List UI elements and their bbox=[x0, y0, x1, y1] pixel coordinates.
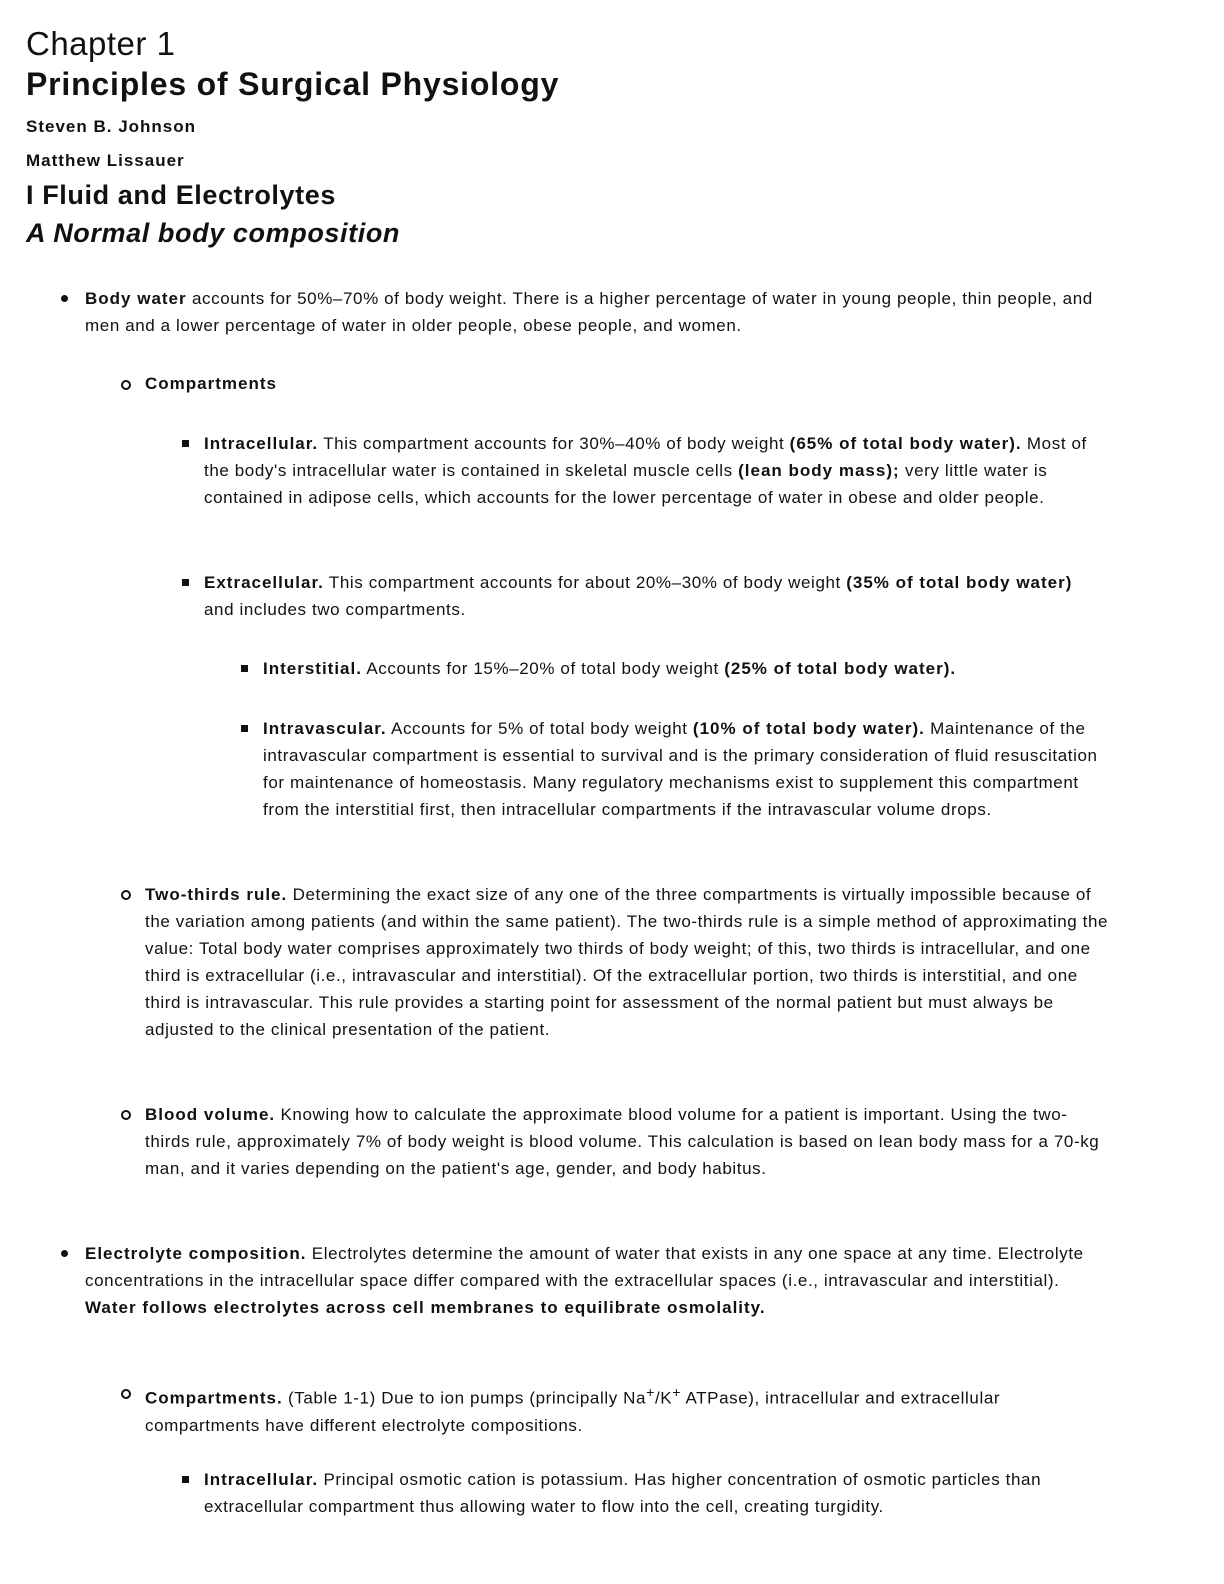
emphasis: (35% of total body water) bbox=[846, 573, 1073, 592]
bullet-disc-icon bbox=[61, 1250, 68, 1257]
item-text: This compartment accounts for 30%–40% of body weight bbox=[318, 434, 790, 453]
item-text: Accounts for 15%–20% of total body weight bbox=[361, 659, 725, 678]
document-page bbox=[26, 24, 1206, 250]
bullet-square-icon bbox=[182, 440, 189, 447]
bullet-circle-icon bbox=[121, 1110, 131, 1120]
item-text: Principal osmotic cation is potassium. Has higher concentration of osmotic particles than extracellular compartment thus allowing water to flow into the cell, creating turgidity. bbox=[204, 1470, 1042, 1516]
item-text: and includes two compartments. bbox=[204, 600, 466, 619]
item-text: Most of the body's intracellular water is contained in skeletal muscle cells bbox=[204, 434, 1087, 480]
term-label: Intravascular. bbox=[263, 719, 387, 738]
bullet-circle-icon bbox=[121, 1389, 131, 1399]
bullet-square-icon bbox=[241, 725, 248, 732]
term-label: Intracellular. bbox=[204, 1470, 319, 1489]
item-text: (Table 1-1) Due to ion pumps (principally Na bbox=[282, 1388, 647, 1408]
emphasis: (lean body mass); bbox=[738, 461, 900, 480]
list-item-body-water bbox=[85, 285, 1105, 339]
list-item-compartments-electrolytes bbox=[145, 1380, 1065, 1439]
bullet-circle-icon bbox=[121, 890, 131, 900]
superscript: + bbox=[646, 1385, 655, 1401]
term-label: Compartments bbox=[145, 374, 277, 393]
chapter-title: Principles of Surgical Physiology bbox=[26, 66, 560, 102]
list-item-electrolyte-composition bbox=[85, 1240, 1110, 1321]
item-text: Determining the exact size of any one of the three compartments is virtually impossible because of the variation among patients (and within the same patient). The two-thirds rule is a simple method of approximating the value: Total body water comprises approximately two thirds of body weight; of this, two thirds is intracellular, and one third is extracellular (i.e., intravascular and interstitial). Of the extracellular portion, two thirds is interstitial, and one third is intravascular. This rule provides a starting point for assessment of the normal patient but must always be adjusted to the clinical presentation of the patient. bbox=[145, 885, 1109, 1039]
section-heading: I Fluid and Electrolytes bbox=[26, 180, 336, 210]
term-label: Blood volume. bbox=[145, 1105, 276, 1124]
item-text: ATPase), intracellular and extracellular compartments have different electrolyte compositions. bbox=[145, 1388, 1001, 1435]
list-item-extracellular bbox=[204, 569, 1104, 623]
term-label: Electrolyte composition. bbox=[85, 1244, 307, 1263]
term-label: Two-thirds rule. bbox=[145, 885, 288, 904]
author-name: Matthew Lissauer bbox=[26, 151, 185, 170]
term-label: Extracellular. bbox=[204, 573, 324, 592]
list-item-intracellular bbox=[204, 430, 1104, 511]
term-label: Interstitial. bbox=[263, 659, 362, 678]
item-text: Maintenance of the intravascular compartment is essential to survival and is the primary consideration of fluid resuscitation for maintenance of homeostasis. Many regulatory mechanisms exist to supplement this compartment from the interstitial first, then intracellular compartments if the intravascular volume drops. bbox=[263, 719, 1098, 819]
list-item-two-thirds-rule bbox=[145, 881, 1110, 1043]
chapter-label: Chapter 1 bbox=[26, 25, 176, 62]
item-text: accounts for 50%–70% of body weight. There is a higher percentage of water in young people, thin people, and men and a lower percentage of water in older people, obese people, and women. bbox=[85, 289, 1093, 335]
emphasis: (25% of total body water). bbox=[724, 659, 957, 678]
item-text: Accounts for 5% of total body weight bbox=[386, 719, 693, 738]
author-name: Steven B. Johnson bbox=[26, 117, 197, 136]
list-item-interstitial bbox=[263, 655, 1123, 682]
item-text: This compartment accounts for about 20%–30% of body weight bbox=[323, 573, 847, 592]
bullet-square-icon bbox=[182, 1476, 189, 1483]
emphasis: Water follows electrolytes across cell membranes to equilibrate osmolality. bbox=[85, 1298, 766, 1317]
list-item-intracellular-electrolytes bbox=[204, 1466, 1084, 1520]
emphasis: (10% of total body water). bbox=[692, 719, 925, 738]
bullet-disc-icon bbox=[61, 295, 68, 302]
list-item-compartments bbox=[145, 370, 1105, 397]
item-text: Electrolytes determine the amount of water that exists in any one space at any time. Electrolyte concentrations in the intracellular space differ compared with the extracellular spaces (i.e., intravascular and interstitial). bbox=[85, 1244, 1084, 1290]
bullet-circle-icon bbox=[121, 380, 131, 390]
term-label: Compartments. bbox=[145, 1388, 283, 1408]
bullet-square-icon bbox=[182, 579, 189, 586]
term-label: Intracellular. bbox=[204, 434, 319, 453]
superscript: + bbox=[672, 1385, 682, 1401]
item-text: very little water is contained in adipose cells, which accounts for the lower percentage of water in obese and older people. bbox=[204, 461, 1048, 507]
subsection-heading: A Normal body composition bbox=[26, 218, 401, 248]
list-item-intravascular bbox=[263, 715, 1103, 823]
bullet-square-icon bbox=[241, 665, 248, 672]
term-label: Body water bbox=[85, 289, 187, 308]
list-item-blood-volume bbox=[145, 1101, 1110, 1182]
item-text: /K bbox=[654, 1388, 673, 1408]
emphasis: (65% of total body water). bbox=[789, 434, 1022, 453]
item-text: Knowing how to calculate the approximate blood volume for a patient is important. Using the two-thirds rule, approximately 7% of body weight is blood volume. This calculation is based on lean body mass for a 70-kg man, and it varies depending on the patient's age, gender, and body habitus. bbox=[145, 1105, 1100, 1178]
